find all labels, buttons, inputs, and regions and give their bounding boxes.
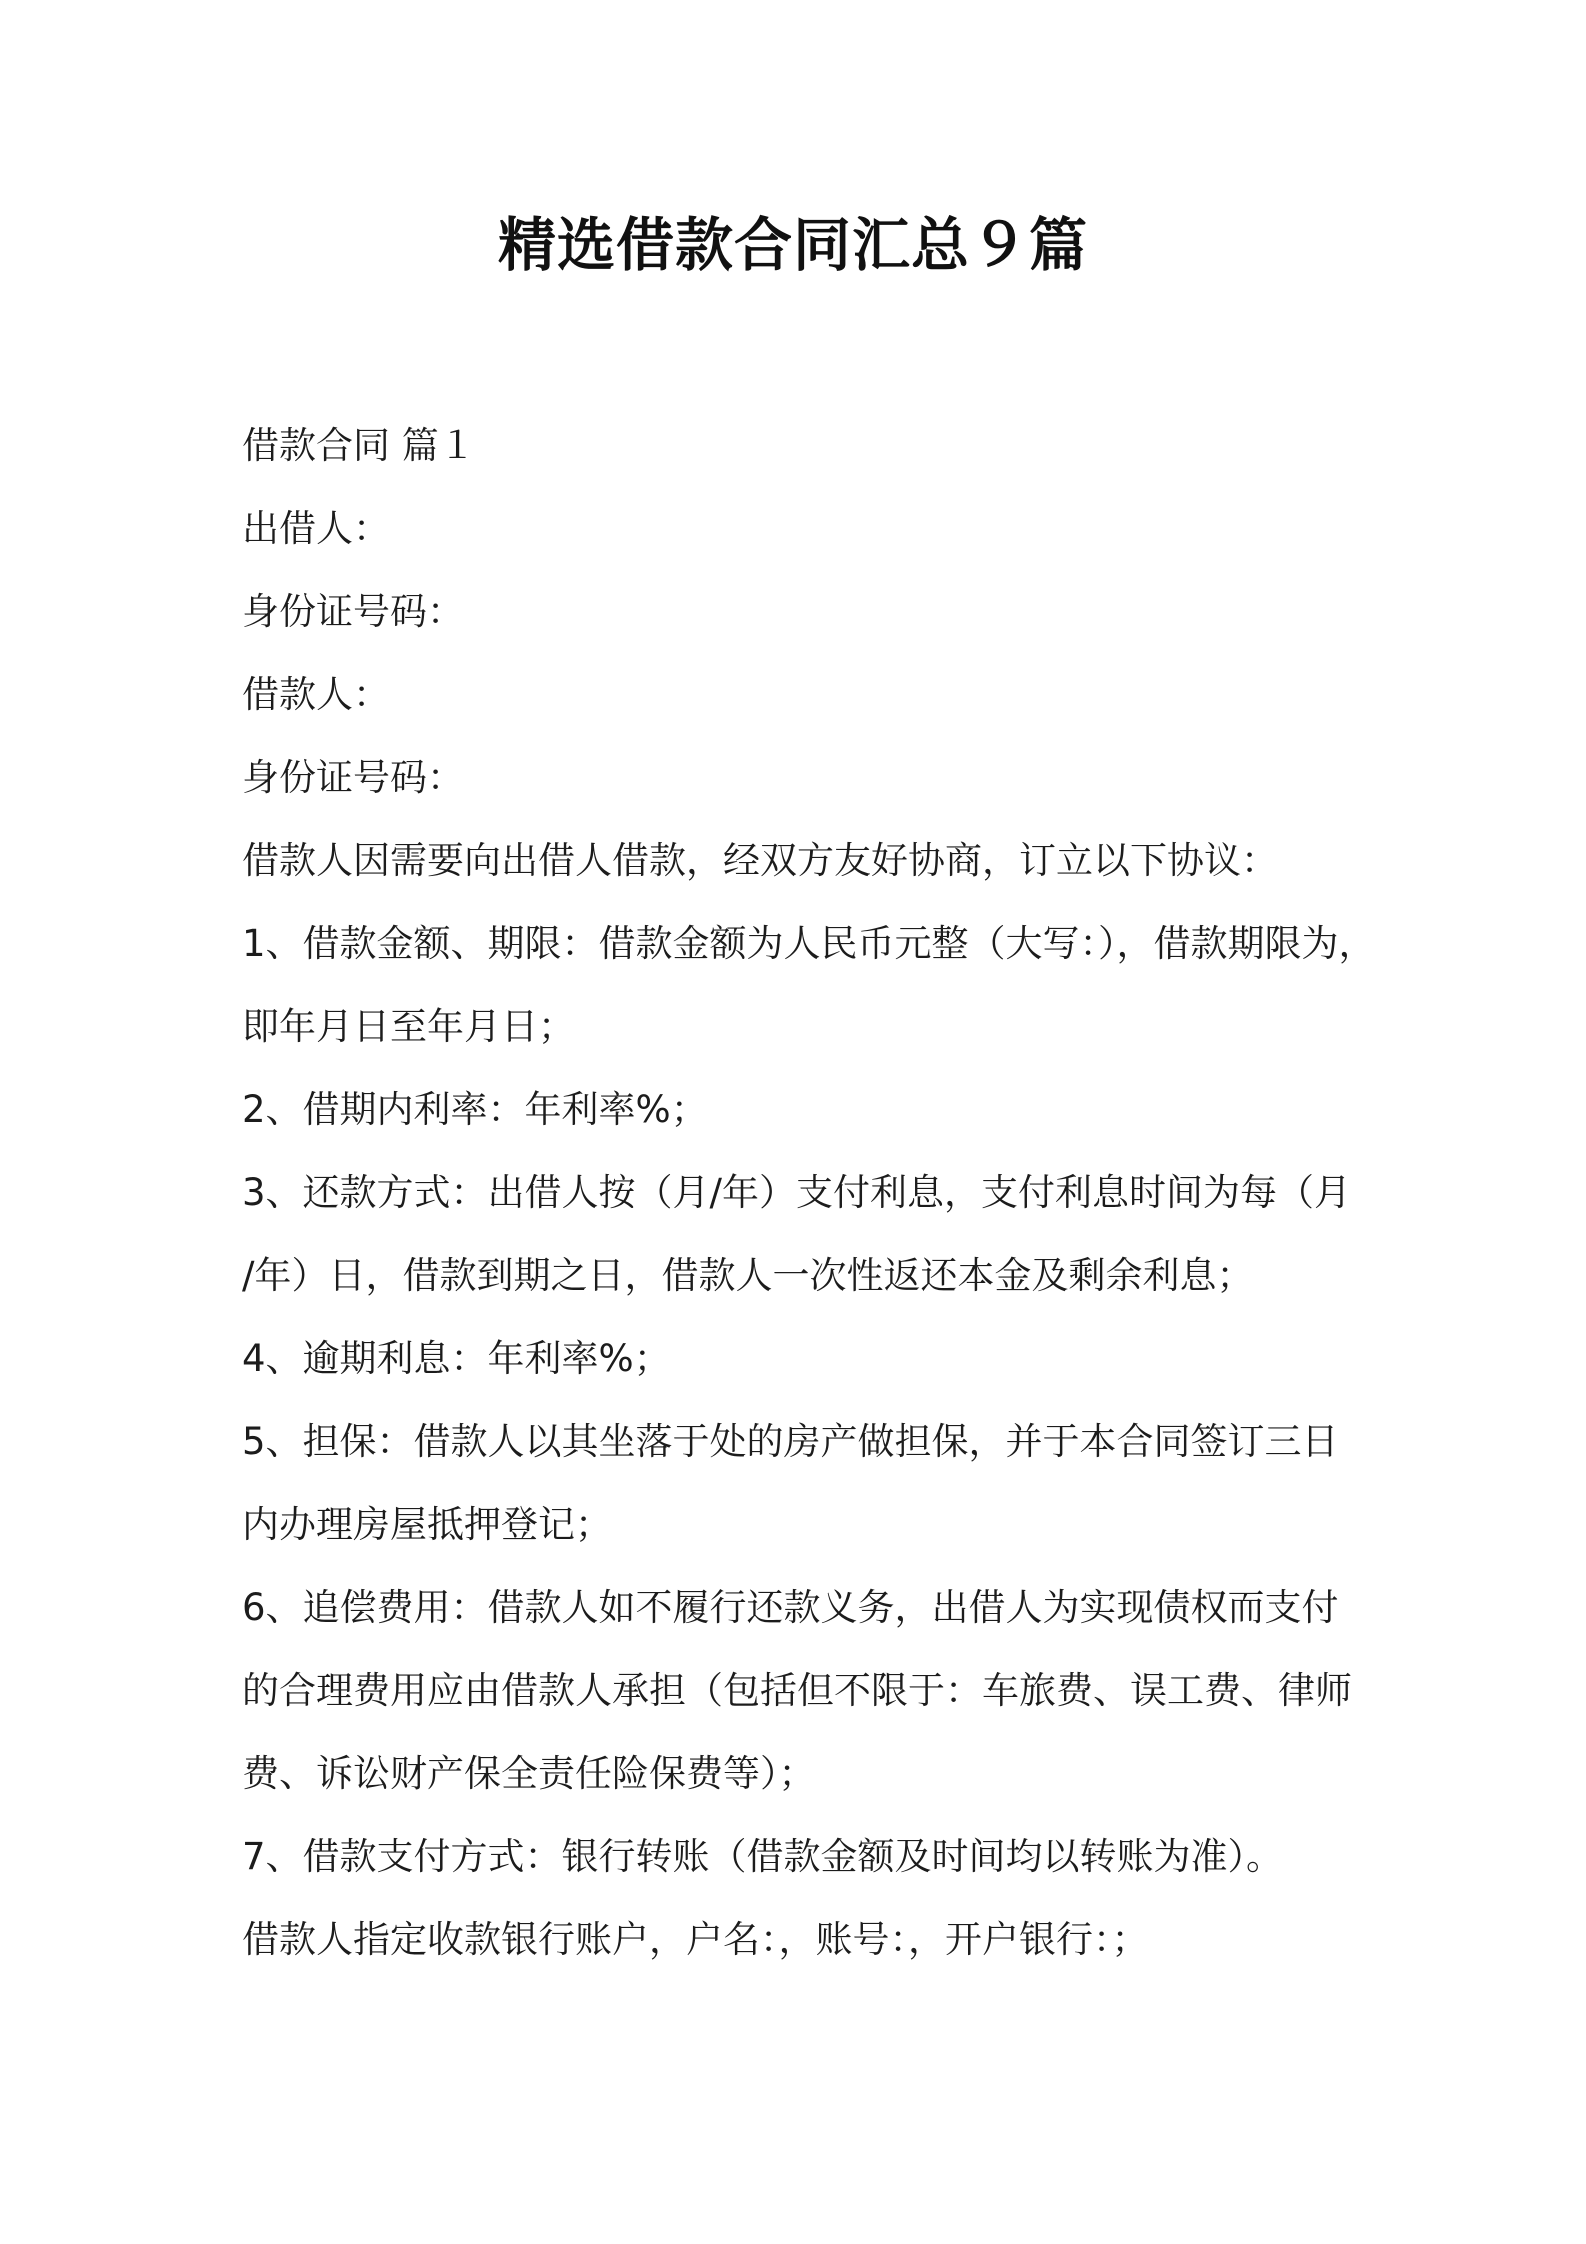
clause-1-line-1: 1、借款金额、期限：借款金额为人民币元整（大写：），借款期限为， xyxy=(242,922,1376,965)
lender-id-field: 身份证号码： xyxy=(242,590,464,633)
borrower-id-field: 身份证号码： xyxy=(242,756,464,799)
section-heading: 借款合同 篇１ xyxy=(242,424,476,467)
clause-5-line-2: 内办理房屋抵押登记； xyxy=(242,1503,612,1546)
clause-3-line-2: /年）日，借款到期之日，借款人一次性返还本金及剩余利息； xyxy=(242,1254,1254,1297)
bank-account-line: 借款人指定收款银行账户，户名：，账号：，开户银行：； xyxy=(242,1918,1149,1961)
borrower-field: 借款人： xyxy=(242,673,390,716)
lender-field: 出借人： xyxy=(242,507,390,550)
clause-1-line-2: 即年月日至年月日； xyxy=(242,1005,575,1048)
clause-5-line-1: 5、担保：借款人以其坐落于处的房产做担保，并于本合同签订三日 xyxy=(242,1420,1339,1463)
clause-6-line-2: 的合理费用应由借款人承担（包括但不限于：车旅费、误工费、律师 xyxy=(242,1669,1352,1712)
clause-6-line-3: 费、诉讼财产保全责任险保费等）； xyxy=(242,1752,816,1795)
document-body xyxy=(242,404,1382,1981)
clause-3-line-1: 3、还款方式：出借人按（月/年）支付利息，支付利息时间为每（月 xyxy=(242,1171,1352,1214)
clause-2: 2、借期内利率：年利率%； xyxy=(242,1088,708,1131)
intro-paragraph: 借款人因需要向出借人借款，经双方友好协商，订立以下协议： xyxy=(242,839,1278,882)
clause-6-line-1: 6、追偿费用：借款人如不履行还款义务，出借人为实现债权而支付 xyxy=(242,1586,1339,1629)
document-title: 精选借款合同汇总９篇 xyxy=(497,211,1088,279)
clause-4: 4、逾期利息：年利率%； xyxy=(242,1337,671,1380)
clause-7: 7、借款支付方式：银行转账（借款金额及时间均以转账为准）。 xyxy=(242,1835,1284,1878)
